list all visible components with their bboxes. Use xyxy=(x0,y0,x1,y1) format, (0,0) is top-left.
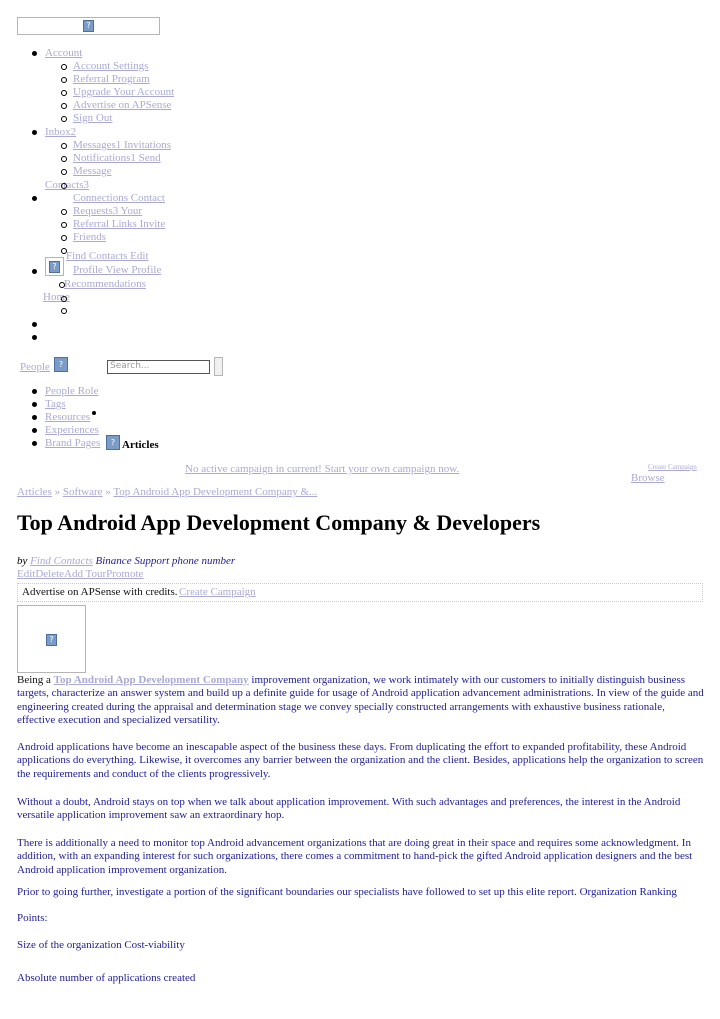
people-search-link[interactable]: People xyxy=(20,361,50,373)
article-paragraph-6: Points: xyxy=(17,912,48,924)
p1-prefix: Being a xyxy=(17,674,51,686)
contacts-link[interactable]: Contacts3 xyxy=(45,179,89,191)
messages-link[interactable]: Messages1 Invitations xyxy=(73,139,172,151)
bullet-icon xyxy=(32,335,37,340)
bullet-icon xyxy=(61,143,67,149)
breadcrumb xyxy=(17,486,317,498)
home-link[interactable]: Home xyxy=(43,291,70,303)
article-paragraph-2: Android applications have become an inescapable aspect of the business these days. From duplicating the effort to expanded profitability, these Android applications do everything. Likewise, it overcomes any barrier between the organization and the client. Besides, applications help the organization to screen the requirements and conduct of the clients progressively. xyxy=(17,741,704,780)
bullet-icon xyxy=(61,235,67,241)
recommendations-link[interactable]: Recommendations xyxy=(64,278,146,290)
article-image xyxy=(17,605,86,673)
bullet-icon xyxy=(61,169,67,175)
bullet-icon xyxy=(61,296,67,302)
account-settings-link[interactable]: Account Settings xyxy=(73,60,149,72)
broken-image-icon: ? xyxy=(83,20,94,32)
campaign-banner-link[interactable]: No active campaign in current! Start your own campaign now. xyxy=(185,463,460,475)
broken-image-icon: ? xyxy=(106,435,120,450)
nav-experiences-link[interactable]: Experiences xyxy=(45,424,99,436)
nav-resources-link[interactable]: Resources xyxy=(45,411,91,423)
nav-tags-link[interactable]: Tags xyxy=(45,398,66,410)
bullet-icon xyxy=(32,389,37,394)
view-profile-link[interactable]: Profile View Profile xyxy=(73,264,162,276)
friends-link[interactable]: Friends xyxy=(73,231,106,243)
bullet-icon xyxy=(32,441,37,446)
bullet-icon xyxy=(32,428,37,433)
nav-brand-pages-link[interactable]: Brand Pages xyxy=(45,437,101,449)
by-label: by xyxy=(17,555,28,567)
bullet-icon xyxy=(32,269,37,274)
article-byline xyxy=(17,555,235,567)
account-menu-link[interactable]: Account xyxy=(45,47,83,59)
bullet-icon xyxy=(61,209,67,215)
message-link[interactable]: Message xyxy=(73,165,112,177)
upgrade-account-link[interactable]: Upgrade Your Account xyxy=(73,86,175,98)
article-paragraph-5: Prior to going further, investigate a portion of the significant boundaries our specialists have followed to set up this elite report. Organization Ranking xyxy=(17,886,677,898)
search-button[interactable] xyxy=(214,357,223,376)
bullet-icon xyxy=(61,90,67,96)
bullet-icon xyxy=(32,415,37,420)
bullet-icon xyxy=(61,64,67,70)
article-paragraph-8: Absolute number of applications created xyxy=(17,972,196,984)
broken-image-icon: ? xyxy=(49,261,60,273)
nav-people-link[interactable]: People Role xyxy=(45,385,99,397)
notifications-link[interactable]: Notifications1 Send xyxy=(73,152,161,164)
broken-image-icon: ? xyxy=(54,357,68,372)
bullet-icon xyxy=(61,103,67,109)
bullet-icon xyxy=(61,308,67,314)
bullet-icon xyxy=(92,411,96,415)
breadcrumb-current[interactable]: Top Android App Development Company &... xyxy=(113,486,318,498)
bullet-icon xyxy=(32,322,37,327)
avatar[interactable] xyxy=(45,257,64,276)
bullet-icon xyxy=(32,402,37,407)
advertise-box xyxy=(17,583,703,602)
inbox-link[interactable]: Inbox2 xyxy=(45,126,77,138)
bullet-icon xyxy=(32,130,37,135)
p1-rest: improvement organization, we work intimately with our customers to initially distinguish business targets, characterize an answer system and build up a definite guide for usage of Android application advancement administrations. In view of the guide and engineering created during the appraisal and determination stage we convey specially constructed arrangements with exhaustive business rationale, effective execution and specialized versatility. xyxy=(17,674,704,727)
article-paragraph-7: Size of the organization Cost-viability xyxy=(17,939,185,951)
connections-link[interactable]: Connections Contact xyxy=(73,192,165,204)
sign-out-link[interactable]: Sign Out xyxy=(73,112,113,124)
nav-articles-current: Articles xyxy=(122,439,159,451)
search-placeholder: Search... xyxy=(110,361,150,371)
breadcrumb-articles[interactable]: Articles xyxy=(17,486,52,498)
breadcrumb-separator: » xyxy=(51,486,63,498)
search-input[interactable] xyxy=(107,360,210,374)
article-paragraph-4: There is additionally a need to monitor top Android advancement organizations that are doing great in their space and requires some acknowledgment. In addition, with an expanding interest for such organizations, there comes a commitment to hand-pick the gifted Android application designers and the best Android application improvement organization. xyxy=(17,837,693,876)
top-logo-frame xyxy=(17,17,160,35)
article-paragraph-1 xyxy=(17,674,705,728)
requests-link[interactable]: Requests3 Your xyxy=(73,205,143,217)
broken-image-icon: ? xyxy=(46,634,57,646)
breadcrumb-separator: » xyxy=(102,486,114,498)
page-title: Top Android App Development Company & Developers xyxy=(17,510,541,535)
advertise-text: Advertise on APSense with credits. xyxy=(22,586,178,598)
p1-keyword-link[interactable]: Top Android App Development Company xyxy=(53,674,249,686)
create-campaign-small-link[interactable]: Create Campaign xyxy=(648,463,697,471)
bullet-icon xyxy=(61,222,67,228)
bullet-icon xyxy=(32,196,37,201)
author-link[interactable]: Find Contacts xyxy=(30,555,93,567)
bullet-icon xyxy=(61,116,67,122)
find-contacts-link[interactable]: Find Contacts Edit xyxy=(66,250,149,262)
advertise-link[interactable]: Advertise on APSense xyxy=(73,99,172,111)
referral-links-link[interactable]: Referral Links Invite xyxy=(73,218,166,230)
bullet-icon xyxy=(32,51,37,56)
bullet-icon xyxy=(61,183,67,189)
bullet-icon xyxy=(61,77,67,83)
referral-program-link[interactable]: Referral Program xyxy=(73,73,150,85)
breadcrumb-software[interactable]: Software xyxy=(62,486,103,498)
article-actions[interactable]: EditDeleteAdd TourPromote xyxy=(17,568,144,580)
browse-link[interactable]: Browse xyxy=(631,472,665,484)
author-suffix: Binance Support phone number xyxy=(95,555,236,567)
create-campaign-link[interactable]: Create Campaign xyxy=(179,586,256,598)
bullet-icon xyxy=(61,156,67,162)
article-paragraph-3: Without a doubt, Android stays on top when we talk about application improvement. With such advantages and preferences, the interest in the Android versatile application improvement saw an extraordinary hop. xyxy=(17,796,681,822)
